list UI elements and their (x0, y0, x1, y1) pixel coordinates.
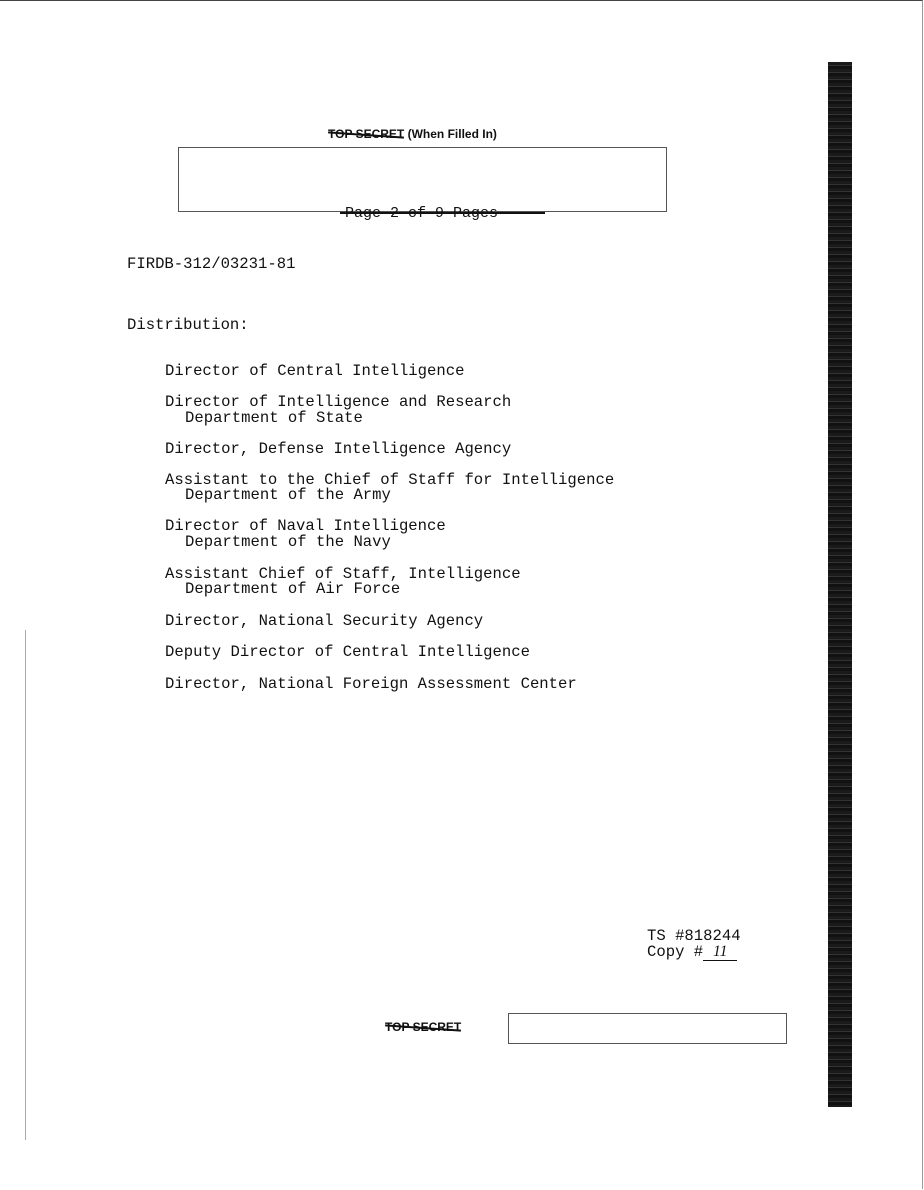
scan-margin-line (25, 630, 26, 1140)
copy-number-line (647, 944, 737, 961)
recipient: Director, Defense Intelligence Agency (165, 440, 512, 458)
recipient: Assistant to the Chief of Staff for Intelligence (165, 471, 615, 489)
header-classification (328, 127, 497, 141)
recipient: Assistant Chief of Staff, Intelligence (165, 565, 521, 583)
distribution-heading: Distribution: (127, 316, 249, 334)
copy-number-handwritten: 11 (703, 944, 737, 961)
ts-number: TS #818244 (647, 927, 741, 945)
page-indicator (345, 206, 498, 222)
classification-note: (When Filled In) (407, 127, 497, 141)
copy-label: Copy # (647, 943, 704, 961)
classification-struck: TOP SECRET (385, 1020, 462, 1034)
recipient: Director, National Security Agency (165, 612, 484, 630)
document-number: FIRDB-312/03231-81 (127, 255, 296, 273)
scan-edge-strip (828, 62, 852, 1107)
page-indicator-rule (340, 212, 545, 214)
recipient: Director of Naval Intelligence (165, 517, 446, 535)
footer-classification (385, 1020, 461, 1034)
recipient: Director, National Foreign Assessment Center (165, 675, 577, 693)
recipient-department: Department of the Navy (185, 533, 391, 551)
recipient-department: Department of State (185, 409, 363, 427)
recipient-department: Department of Air Force (185, 580, 401, 598)
footer-redaction-box (508, 1013, 787, 1044)
classification-struck: TOP SECRET (328, 127, 405, 141)
header-redaction-box (178, 147, 667, 212)
recipient: Director of Central Intelligence (165, 362, 465, 380)
recipient: Deputy Director of Central Intelligence (165, 643, 530, 661)
recipient: Director of Intelligence and Research (165, 393, 512, 411)
recipient-department: Department of the Army (185, 486, 391, 504)
